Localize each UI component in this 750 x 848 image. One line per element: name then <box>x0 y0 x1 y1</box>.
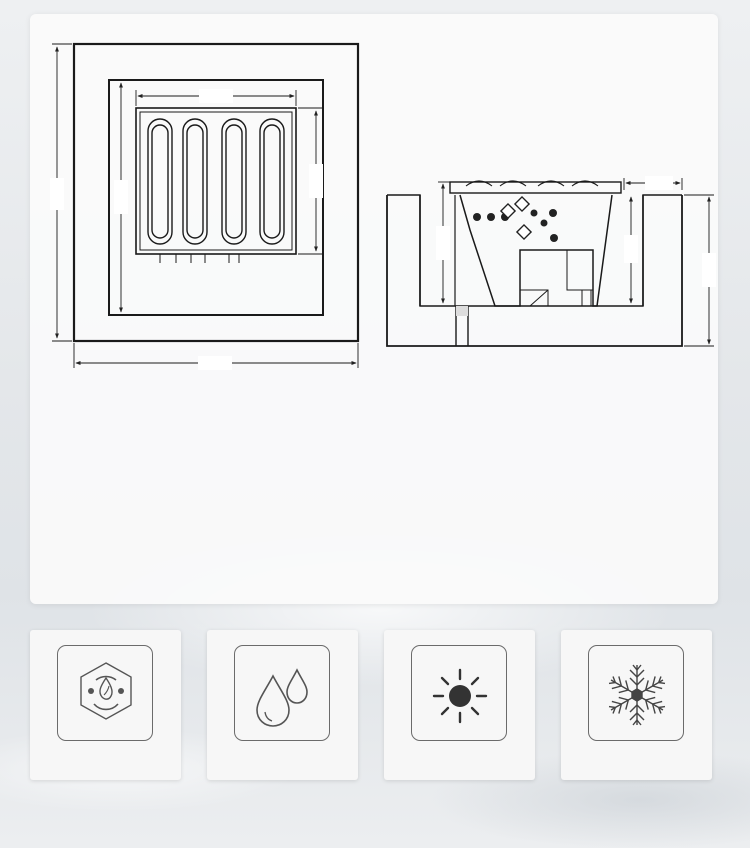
tub-outline <box>136 108 296 254</box>
feature-icon-frame <box>57 645 153 741</box>
side-dimension-lines <box>438 178 714 346</box>
top-view <box>50 44 358 370</box>
port-lines <box>160 254 239 263</box>
feature-icon-frame <box>411 645 507 741</box>
pit-inner-wall <box>109 80 323 315</box>
side-pit-outline <box>387 195 682 346</box>
side-view <box>387 181 682 346</box>
tub-jets <box>148 119 284 244</box>
feature-anti-uv <box>384 630 535 780</box>
side-jets <box>473 209 558 242</box>
tub-rim <box>140 112 292 250</box>
feature-quick-water <box>207 630 358 780</box>
water-drops-icon <box>235 646 331 742</box>
feature-fine-filtering <box>30 630 181 780</box>
feature-icon-frame <box>234 645 330 741</box>
filter-drop-icon <box>58 646 154 742</box>
snowflake-icon <box>589 646 685 742</box>
feature-cold-resistance <box>561 630 712 780</box>
sun-icon <box>412 646 508 742</box>
feature-icon-frame <box>588 645 684 741</box>
